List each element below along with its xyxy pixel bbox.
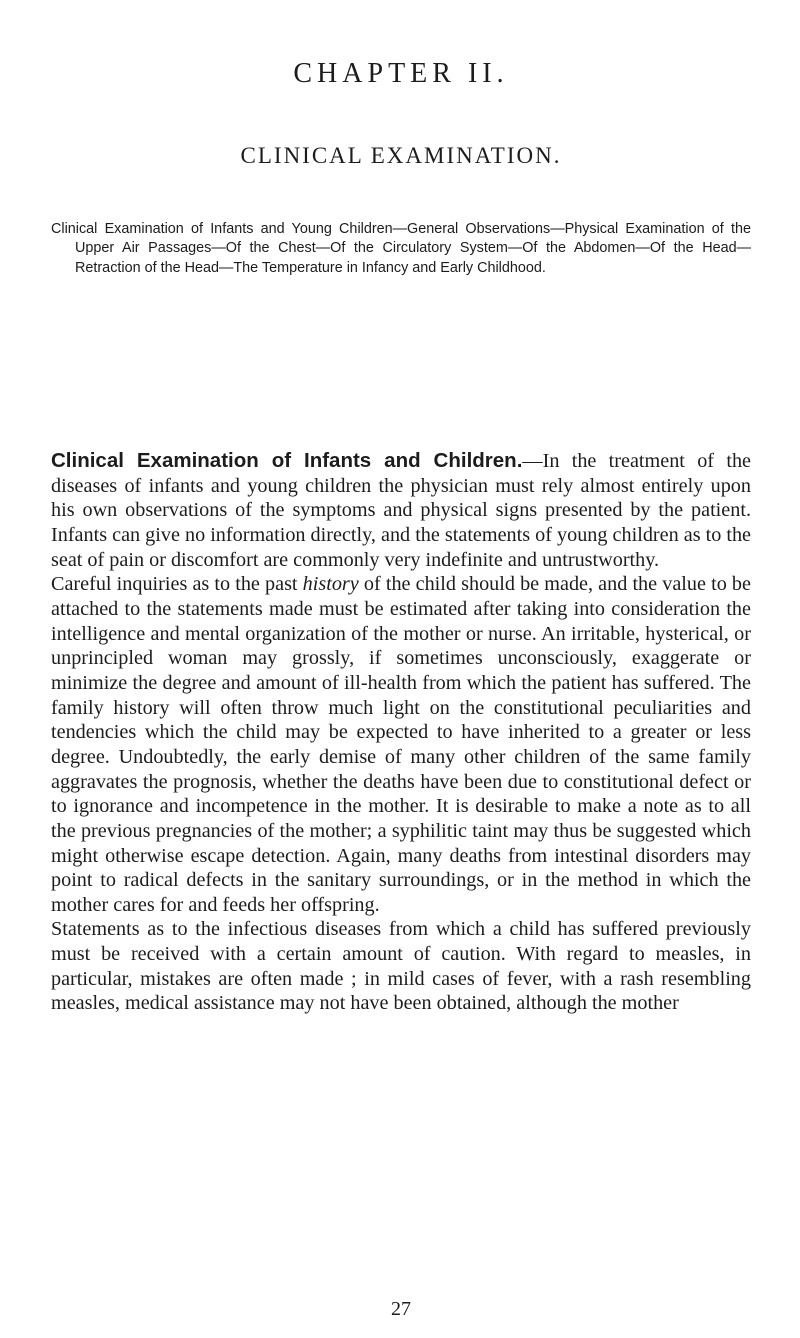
page-number: 27 xyxy=(391,1298,411,1320)
chapter-synopsis: Clinical Examination of Infants and Young Children—General Observations—Physical Examination of the Upper Air Passages—Of the Chest—Of the Circulatory System—Of the Abdomen—Of the Head—Retraction of the Head—The Temperature in Infancy and Early Childhood. xyxy=(51,221,751,276)
chapter-number: CHAPTER II. xyxy=(293,58,509,89)
paragraph-history xyxy=(51,572,751,917)
history-emphasis: history xyxy=(302,573,359,596)
paragraph-history-start: Careful inquiries as to the past xyxy=(51,573,303,596)
paragraph-infectious: Statements as to the infectious diseases from which a child has suffered previously must be received with a certain amount of caution. With regard to measles, in particular, mistakes are often made ; in mild cases of fever, with a rash resembling measles, medical assistance may not have been obtained, although the mother xyxy=(51,918,751,1015)
chapter-title: CLINICAL EXAMINATION. xyxy=(240,143,562,168)
paragraph-intro xyxy=(51,449,751,572)
section-heading: Clinical Examination of Infants and Children. xyxy=(51,449,523,472)
paragraph-intro-text: —In the treatment of the diseases of infants and young children the physician must rely almost entirely upon his own observations of the symptoms and physical signs presented by the patient. Infants can give no information directly, and the statements of young children as to the seat of pain or discomfort are commonly very indefinite and untrustworthy. xyxy=(51,450,752,571)
paragraph-history-rest: of the child should be made, and the value to be attached to the statements made must be estimated after taking into consideration the intelligence and mental organization of the mother or nurse. An irritable, hysterical, or unprincipled woman may grossly, if sometimes unconsciously, exaggerate or minimize the degree and amount of ill-health from which the patient has suffered. The family history will often throw much light on the constitutional peculiarities and tendencies which the child may be expected to have inherited to a greater or less degree. Undoubtedly, the early demise of many other children of the same family aggravates the prognosis, whether the deaths have been due to constitutional defect or to ignorance and incompetence in the mother. It is desirable to make a note as to all the previous pregnancies of the mother; a syphilitic taint may thus be suggested which might otherwise escape detection. Again, many deaths from intestinal disorders may point to radical defects in the sanitary surroundings, or in the method in which the mother cares for and feeds her offspring. xyxy=(51,573,751,916)
chapter-body xyxy=(51,449,751,1016)
